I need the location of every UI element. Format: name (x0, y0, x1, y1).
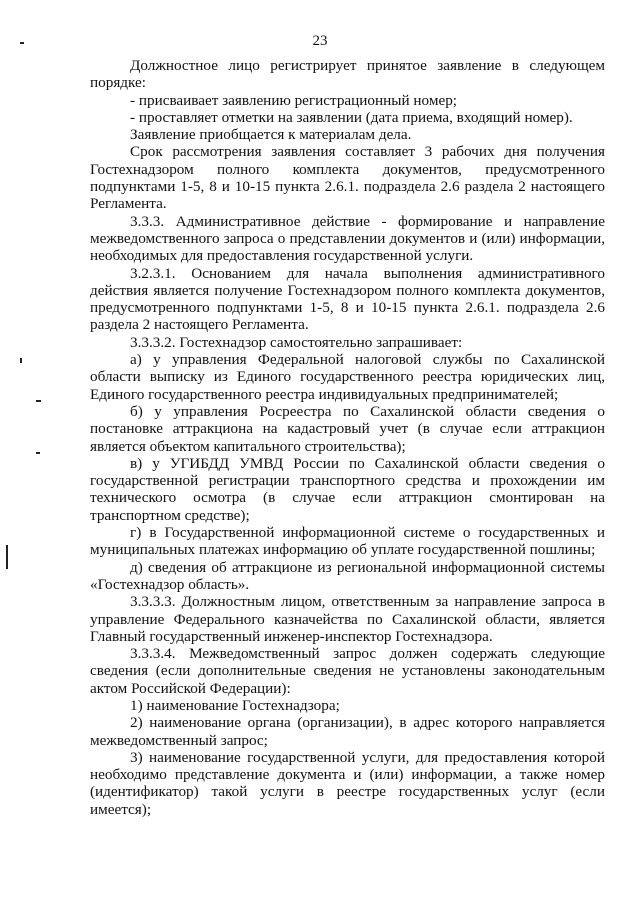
scan-artifact (36, 452, 40, 454)
paragraph: 3.3.3.4. Межведомственный запрос должен содержать следующие сведения (если дополнительные сведения не установлены законодательным актом Российской Федерации): (90, 645, 605, 697)
list-item: а) у управления Федеральной налоговой службы по Сахалинской области выписку из Единого государственного реестра юридических лиц, Единого государственного реестра индивидуальных предпринимателей; (90, 351, 605, 403)
paragraph: 3.3.3.3. Должностным лицом, ответственным за направление запроса в управление Федерального казначейства по Сахалинской области, является Главный государственный инженер-инспектор Гостехнадзора. (90, 593, 605, 645)
paragraph: Срок рассмотрения заявления составляет 3 рабочих дня получения Гостехнадзором полного комплекта документов, предусмотренного подпунктами 1-5, 8 и 10-15 пункта 2.6.1. подраздела 2.6 раздела 2 настоящего Регламента. (90, 143, 605, 213)
list-item: д) сведения об аттракционе из региональной информационной системы «Гостехнадзор область». (90, 558, 605, 593)
list-item: б) у управления Росреестра по Сахалинской области сведения о постановке аттракциона на кадастровый учет (в случае если аттракцион является объектом капитального строительства); (90, 402, 605, 455)
list-item: - проставляет отметки на заявлении (дата приема, входящий номер). (130, 108, 573, 126)
scan-artifact (6, 545, 8, 569)
paragraph: 3.3.3.2. Гостехнадзор самостоятельно запрашивает: (130, 333, 463, 351)
section-heading: 3.3.3. Административное действие - формирование и направление межведомственного запроса о представлении документов и (или) информации, необходимых для предоставления государственной услуги. (90, 212, 605, 265)
list-item: 2) наименование органа (организации), в адрес которого направляется межведомственный запрос; (90, 714, 605, 749)
paragraph: Заявление приобщается к материалам дела. (130, 126, 412, 144)
scan-artifact (20, 42, 24, 44)
list-item: 1) наименование Гостехнадзора; (130, 696, 340, 714)
list-item: в) у УГИБДД УМВД России по Сахалинской области сведения о государственной регистрации транспортного средства и прохождении им технического осмотра (в случае если аттракцион смонтирован на транспортном средстве); (90, 454, 605, 524)
paragraph: 3.2.3.1. Основанием для начала выполнения административного действия является получение Гостехнадзором полного комплекта документов, предусмотренного подпунктами 1-5, 8 и 10-15 пункта 2.6.1. подраздела 2.6 раздела 2 настоящего Регламента. (90, 264, 605, 334)
page-number: 23 (312, 33, 328, 49)
paragraph: Должностное лицо регистрирует принятое заявление в следующем порядке: (90, 57, 605, 92)
document-body (90, 57, 605, 818)
scan-artifact (20, 358, 22, 363)
list-item: г) в Государственной информационной системе о государственных и муниципальных платежах информацию об уплате государственной пошлины; (90, 524, 605, 559)
scan-artifact (36, 400, 41, 402)
list-item: 3) наименование государственной услуги, для предоставления которой необходимо представление документа и (или) информации, а также номер (идентификатор) такой услуги в реестре государственных услуг (если имеется); (90, 748, 605, 818)
list-item: - присваивает заявлению регистрационный номер; (130, 91, 458, 109)
